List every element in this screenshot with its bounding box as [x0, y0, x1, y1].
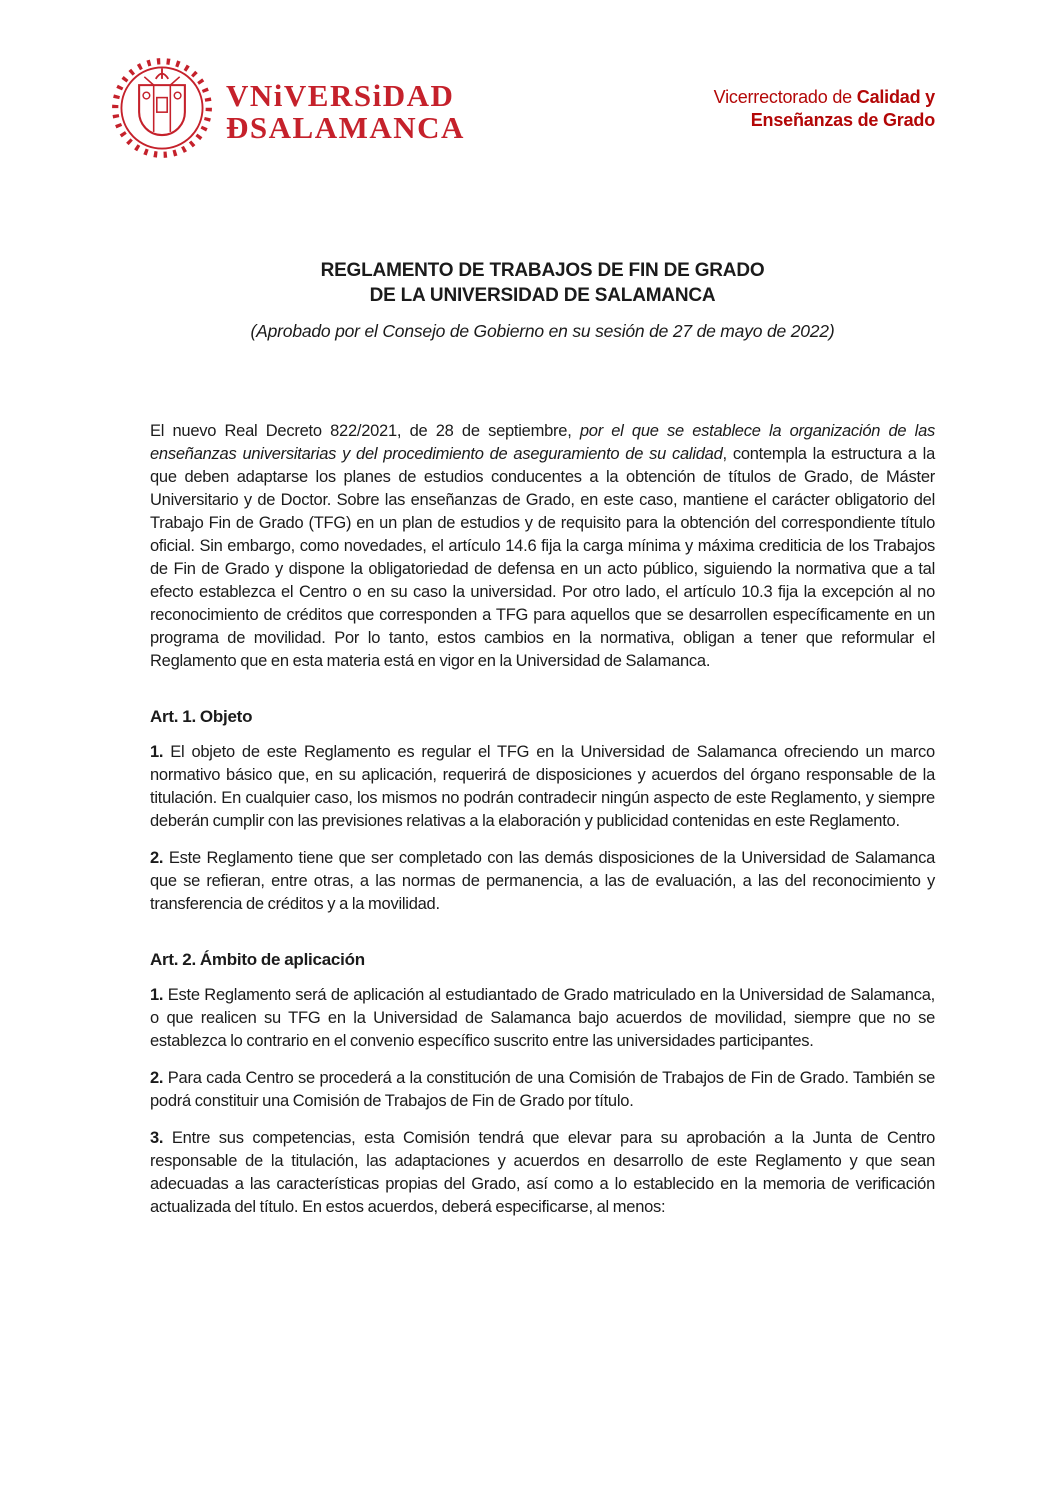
paragraph-number: 2.	[150, 1069, 164, 1087]
university-seal-icon	[110, 56, 214, 160]
wordmark-line2: ĐSALAMANCA	[226, 110, 465, 145]
paragraph-number: 2.	[150, 849, 164, 867]
article-1-heading: Art. 1. Objeto	[150, 707, 253, 726]
paragraph-text: Este Reglamento será de aplicación al estudiantado de Grado matriculado en la Universidad de Salamanca, o que realicen su TFG en la Universidad de Salamanca bajo acuerdos de movilidad, siempre que no se establezca lo contrario en el convenio específico suscrito entre las universidades participantes.	[150, 986, 935, 1050]
article-1-paragraph-1	[150, 741, 935, 833]
wordmark-line1: VNiVERSiDAD	[226, 78, 455, 114]
article-2-paragraph-3	[150, 1127, 935, 1219]
vicerrectorado-heading	[714, 86, 935, 133]
dept-bold-1: Calidad y	[856, 87, 935, 107]
intro-paragraph	[150, 420, 935, 673]
intro-text-start: El nuevo Real Decreto 822/2021, de 28 de septiembre,	[150, 422, 580, 440]
title-block	[150, 258, 935, 342]
paragraph-text: Entre sus competencias, esta Comisión tendrá que elevar para su aprobación a la Junta de Centro responsable de la titulación, las adaptaciones y acuerdos en desarrollo de este Reglamento y que sean adecuadas a las características propias del Grado, así como a lo establecido en la memoria de verificación actualizada del título. En estos acuerdos, deberá especificarse, al menos:	[150, 1129, 935, 1216]
paragraph-number: 3.	[150, 1129, 164, 1147]
dept-prefix: Vicerrectorado de	[713, 87, 857, 107]
paragraph-number: 1.	[150, 986, 164, 1004]
dept-line-1	[714, 86, 935, 109]
article-2-heading: Art. 2. Ámbito de aplicación	[150, 950, 365, 969]
document-body	[150, 420, 935, 1233]
document-title-line2: DE LA UNIVERSIDAD DE SALAMANCA	[369, 285, 716, 307]
approval-note: (Aprobado por el Consejo de Gobierno en su sesión de 27 de mayo de 2022)	[250, 321, 835, 342]
university-wordmark	[226, 80, 465, 143]
article-2-paragraph-1	[150, 984, 935, 1053]
document-title-line1: REGLAMENTO DE TRABAJOS DE FIN DE GRADO	[320, 260, 765, 281]
paragraph-text: Para cada Centro se procederá a la constitución de una Comisión de Trabajos de Fin de Grado. También se podrá constituir una Comisión de Trabajos de Fin de Grado por título.	[150, 1069, 935, 1110]
intro-text-end: , contempla la estructura a la que deben adaptarse los planes de estudios conducentes a la obtención de títulos de Grado, de Máster Universitario y de Doctor. Sobre las enseñanzas de Grado, en este caso, mantiene el carácter obligatorio del Trabajo Fin de Grado (TFG) en un plan de estudios y de requisito para la obtención del correspondiente título oficial. Sin embargo, como novedades, el artículo 14.6 fija la carga mínima y máxima crediticia de los Trabajos de Fin de Grado y dispone la obligatoriedad de defensa en un acto público, siguiendo la normativa que a tal efecto establezca el Centro o en su caso la universidad. Por otro lado, el artículo 10.3 fija la excepción al no reconocimiento de créditos que corresponden a TFG para aquellos que se desarrollen específicamente en un programa de movilidad. Por lo tanto, estos cambios en la normativa, obligan a tener que reformular el Reglamento que en esta materia está en vigor en la Universidad de Salamanca.	[150, 445, 935, 670]
paragraph-text: Este Reglamento tiene que ser completado con las demás disposiciones de la Universidad de Salamanca que se refieran, entre otras, a las normas de permanencia, a las de evaluación, a las del reconocimiento y transferencia de créditos y a la movilidad.	[150, 849, 935, 913]
paragraph-number: 1.	[150, 743, 164, 761]
paragraph-text: El objeto de este Reglamento es regular el TFG en la Universidad de Salamanca ofreciendo un marco normativo básico que, en su aplicación, requerirá de disposiciones y acuerdos del órgano responsable de la titulación. En cualquier caso, los mismos no podrán contradecir ningún aspecto de este Reglamento, y siempre deberán cumplir con las previsiones relativas a la elaboración y publicidad contenidas en este Reglamento.	[150, 743, 935, 830]
decree-title-italic: por el que se establece la organización de las enseñanzas universitarias y del procedimiento de aseguramiento de su calidad	[150, 422, 935, 463]
article-2-paragraph-2	[150, 1067, 935, 1113]
article-1-paragraph-2	[150, 847, 935, 916]
dept-bold-2: Enseñanzas de Grado	[750, 110, 935, 131]
university-logo	[110, 56, 465, 160]
document-header	[110, 56, 935, 160]
